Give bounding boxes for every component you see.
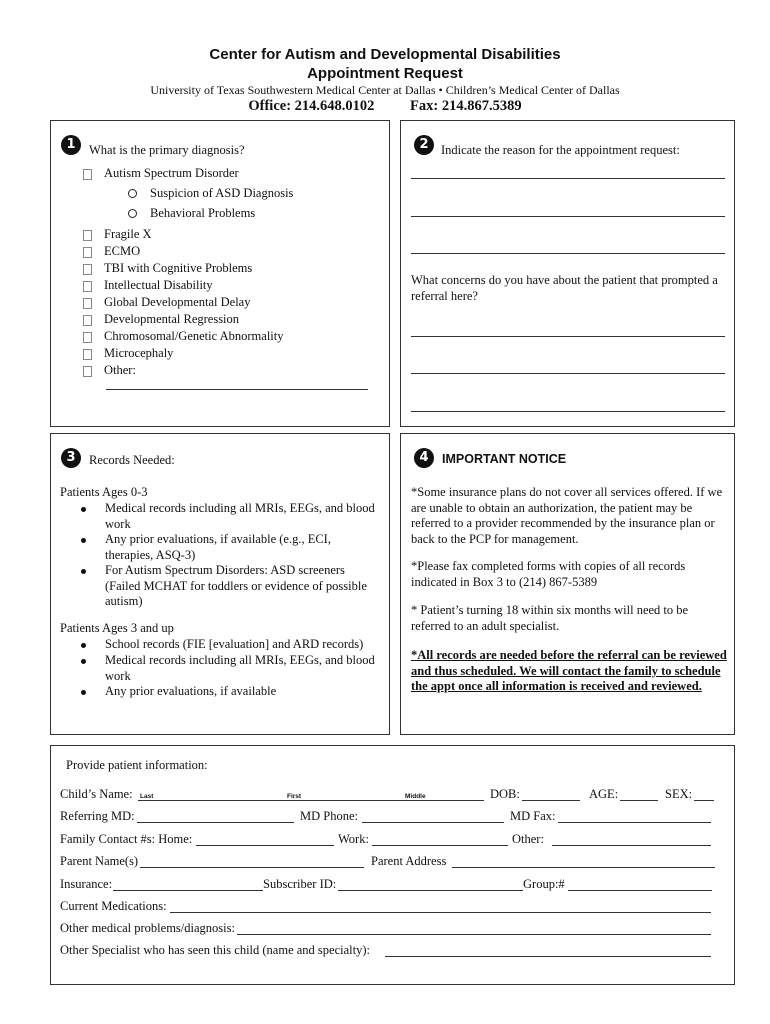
contact-line	[0, 98, 770, 115]
reason-question: Indicate the reason for the appointment request:	[441, 143, 680, 157]
office-phone: Office: 214.648.0102	[248, 98, 375, 114]
bullet-icon	[81, 643, 86, 648]
work-label: Work:	[338, 832, 369, 846]
other-specialist-line[interactable]	[385, 956, 711, 957]
step-1-badge: 1	[61, 135, 81, 155]
child-name-line[interactable]	[138, 800, 484, 801]
records-title: Records Needed:	[89, 453, 175, 467]
intellectual-disability-checkbox[interactable]	[83, 281, 92, 292]
notice-age-18: * Patient’s turning 18 within six months will need to be referred to an adult specialist.	[411, 603, 689, 633]
current-medications-line[interactable]	[170, 912, 711, 913]
concerns-line-1[interactable]	[411, 336, 725, 337]
md-phone-label: MD Phone:	[300, 809, 358, 823]
insurance-label: Insurance:	[60, 877, 113, 891]
chromosomal-checkbox[interactable]	[83, 332, 92, 343]
sex-label: SEX:	[665, 787, 693, 801]
bullet-icon	[81, 690, 86, 695]
behavioral-problems-label: Behavioral Problems	[150, 206, 256, 220]
list-item-text: Any prior evaluations, if available	[105, 684, 277, 698]
group-line[interactable]	[568, 890, 712, 891]
step-2-badge: 2	[414, 135, 434, 155]
notice-fax: *Please fax completed forms with copies of all records indicated in Box 3 to (214) 867-5389	[411, 559, 686, 589]
age-line[interactable]	[620, 800, 658, 801]
regression-label: Developmental Regression	[104, 312, 240, 326]
global-delay-checkbox[interactable]	[83, 298, 92, 309]
dob-line[interactable]	[522, 800, 580, 801]
parent-address-label: Parent Address	[371, 854, 447, 868]
other-specialist-label: Other Specialist who has seen this child (name and specialty):	[60, 943, 370, 957]
tbi-checkbox[interactable]	[83, 264, 92, 275]
family-contact-label: Family Contact #s: Home:	[60, 832, 193, 846]
microcephaly-label: Microcephaly	[104, 346, 174, 360]
md-fax-line[interactable]	[558, 822, 711, 823]
tbi-label: TBI with Cognitive Problems	[104, 261, 253, 275]
diagnosis-question: What is the primary diagnosis?	[89, 143, 245, 157]
reason-line-3[interactable]	[411, 253, 725, 254]
patient-info-title: Provide patient information:	[66, 758, 208, 772]
list-item	[81, 501, 381, 533]
list-item	[81, 684, 381, 700]
other-label: Other:	[104, 363, 136, 377]
parent-address-line[interactable]	[452, 867, 715, 868]
list-item	[81, 532, 381, 564]
other-phone-line[interactable]	[552, 845, 711, 846]
institutions-line: University of Texas Southwestern Medical Center at Dallas • Children’s Medical Center of Dallas	[150, 83, 620, 97]
insurance-line[interactable]	[113, 890, 263, 891]
step-4-badge: 4	[414, 448, 434, 468]
notice-records-required: *All records are needed before the referral can be reviewed and thus scheduled. We will contact the family to schedule the appt once all information is received and reviewed.	[411, 648, 727, 693]
chromosomal-label: Chromosomal/Genetic Abnormality	[104, 329, 284, 343]
parent-names-line[interactable]	[140, 867, 364, 868]
list-item	[81, 637, 381, 653]
list-item-text: Any prior evaluations, if available (e.g., ECI, therapies, ASQ-3)	[105, 532, 331, 562]
bullet-icon	[81, 659, 86, 664]
diagnosis-box	[50, 120, 390, 427]
autism-label: Autism Spectrum Disorder	[104, 166, 239, 180]
sex-line[interactable]	[694, 800, 714, 801]
home-phone-line[interactable]	[196, 845, 334, 846]
current-medications-label: Current Medications:	[60, 899, 167, 913]
child-name-label: Child’s Name:	[60, 787, 133, 801]
list-item	[81, 653, 381, 685]
list-item-text: Medical records including all MRIs, EEGs, and blood work	[105, 501, 375, 531]
notice-insurance: *Some insurance plans do not cover all services offered. If we are unable to obtain an authorization, the patient may be referred to a provider recommended by the insurance plan or back to the PCP for management.	[411, 485, 723, 546]
concerns-question: What concerns do you have about the patient that prompted a referral here?	[411, 273, 718, 303]
records-box	[50, 433, 390, 735]
age-label: AGE:	[589, 787, 619, 801]
list-item-text: Medical records including all MRIs, EEGs, and blood work	[105, 653, 375, 683]
middle-name-hint: Middle	[405, 793, 426, 800]
reason-line-1[interactable]	[411, 178, 725, 179]
list-item-text: School records (FIE [evaluation] and ARD records)	[105, 637, 364, 651]
first-name-hint: First	[287, 793, 302, 800]
notice-title: IMPORTANT NOTICE	[442, 452, 567, 466]
fragile-x-label: Fragile X	[104, 227, 152, 241]
ecmo-checkbox[interactable]	[83, 247, 92, 258]
group-label: Group:#	[523, 877, 565, 891]
other-problems-line[interactable]	[237, 934, 711, 935]
list-item-text: For Autism Spectrum Disorders: ASD screeners (Failed MCHAT for toddlers or evidence of possible autism)	[105, 563, 367, 608]
ages-3-up-title: Patients Ages 3 and up	[60, 621, 174, 635]
suspicion-asd-radio[interactable]	[128, 189, 137, 198]
fragile-x-checkbox[interactable]	[83, 230, 92, 241]
global-delay-label: Global Developmental Delay	[104, 295, 251, 309]
referring-md-label: Referring MD:	[60, 809, 135, 823]
autism-checkbox[interactable]	[83, 169, 92, 180]
parent-names-label: Parent Name(s)	[60, 854, 139, 868]
ecmo-label: ECMO	[104, 244, 141, 258]
reason-line-2[interactable]	[411, 216, 725, 217]
reason-box	[400, 120, 735, 427]
notice-box	[400, 433, 735, 735]
bullet-icon	[81, 569, 86, 574]
bullet-icon	[81, 538, 86, 543]
form-title: Center for Autism and Developmental Disabilities	[209, 46, 561, 63]
md-fax-label: MD Fax:	[510, 809, 556, 823]
fax-number: Fax: 214.867.5389	[410, 98, 522, 114]
dob-label: DOB:	[490, 787, 520, 801]
microcephaly-checkbox[interactable]	[83, 349, 92, 360]
behavioral-problems-radio[interactable]	[128, 209, 137, 218]
other-diagnosis-line[interactable]	[106, 389, 368, 390]
suspicion-asd-label: Suspicion of ASD Diagnosis	[150, 186, 294, 200]
other-contact-label: Other:	[512, 832, 544, 846]
referring-md-line[interactable]	[137, 822, 294, 823]
step-3-badge: 3	[61, 448, 81, 468]
ages-0-3-title: Patients Ages 0-3	[60, 485, 148, 499]
other-problems-label: Other medical problems/diagnosis:	[60, 921, 235, 935]
subscriber-id-label: Subscriber ID:	[263, 877, 337, 891]
other-checkbox[interactable]	[83, 366, 92, 377]
bullet-icon	[81, 507, 86, 512]
intellectual-disability-label: Intellectual Disability	[104, 278, 213, 292]
list-item	[81, 563, 381, 611]
form-subtitle: Appointment Request	[307, 65, 463, 82]
concerns-line-3[interactable]	[411, 411, 725, 412]
subscriber-id-line[interactable]	[338, 890, 523, 891]
regression-checkbox[interactable]	[83, 315, 92, 326]
concerns-line-2[interactable]	[411, 373, 725, 374]
work-phone-line[interactable]	[372, 845, 508, 846]
last-name-hint: Last	[140, 793, 154, 800]
md-phone-line[interactable]	[362, 822, 504, 823]
